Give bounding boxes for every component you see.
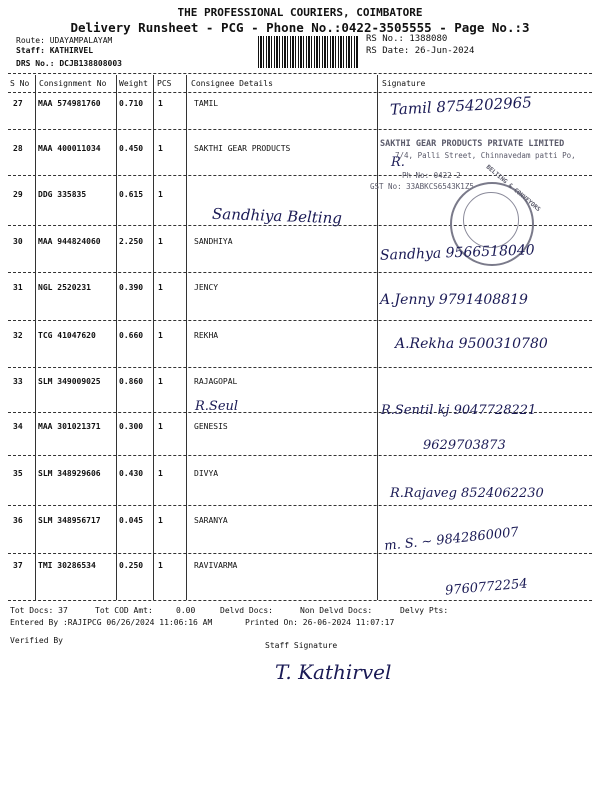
delivery-points: Delvy Pts: (400, 606, 449, 615)
row-pcs: 1 (158, 377, 163, 386)
signature-row-37: 9760772254 (444, 576, 529, 599)
rs-number: RS No.: 1388080 (366, 34, 448, 44)
column-divider (186, 75, 187, 600)
row-weight: 0.450 (119, 144, 144, 153)
row-sno: 35 (13, 469, 23, 478)
row-pcs: 1 (158, 237, 163, 246)
col-header-weight: Weight (119, 79, 148, 88)
col-header-consignment: Consignment No (39, 79, 107, 88)
row-weight: 0.250 (119, 561, 144, 570)
row-weight: 0.615 (119, 190, 144, 199)
stamp-gst: GST No: 33ABKCS6543K1Z5 (370, 182, 474, 191)
row-pcs: 1 (158, 516, 163, 525)
row-consignee: REKHA (194, 331, 219, 340)
column-divider (35, 75, 36, 600)
row-weight: 2.250 (119, 237, 144, 246)
staff-signature: T. Kathirvel (275, 660, 392, 684)
staff-label: Staff: KATHIRVEL (16, 46, 94, 55)
row-pcs: 1 (158, 561, 163, 570)
column-divider (153, 75, 154, 600)
col-header-signature: Signature (382, 79, 426, 88)
row-consignee: RAJAGOPAL (194, 377, 238, 386)
row-weight: 0.710 (119, 99, 144, 108)
row-sno: 36 (13, 516, 23, 525)
signature-row-28: R. (391, 155, 405, 170)
col-header-sno: S No (10, 79, 30, 88)
row-pcs: 1 (158, 190, 163, 199)
row-sno: 28 (13, 144, 23, 153)
seal-inner-ring (463, 192, 519, 248)
row-consignment: NGL 2520231 (38, 283, 91, 292)
company-name: THE PROFESSIONAL COURIERS, COIMBATORE (177, 6, 423, 19)
stamp-address: 7/4, Palli Street, Chinnavedam patti Po, (395, 151, 576, 160)
handwritten-note-row-29: Sandhiya Belting (211, 204, 343, 228)
column-divider (116, 75, 117, 600)
row-weight: 0.860 (119, 377, 144, 386)
row-consignee: SAKTHI GEAR PRODUCTS (194, 144, 291, 153)
col-header-pcs: PCS (157, 79, 172, 88)
row-rule (8, 553, 592, 554)
signature-row-31: A.Jenny 9791408819 (380, 292, 528, 308)
rs-date: RS Date: 26-Jun-2024 (366, 46, 475, 56)
row-sno: 33 (13, 377, 23, 386)
printed-on: Printed On: 26-06-2024 11:07:17 (245, 618, 395, 627)
col-header-consignee: Consignee Details (191, 79, 273, 88)
non-delivered-docs: Non Delvd Docs: (300, 606, 373, 615)
row-rule (8, 367, 592, 368)
row-consignee: TAMIL (194, 99, 219, 108)
signature-row-36: m. S. ~ 9842860007 (383, 524, 520, 555)
signature-row-27: Tamil 8754202965 (389, 93, 533, 119)
route-label: Route: UDAYAMPALAYAM (16, 36, 113, 45)
row-consignee: DIVYA (194, 469, 219, 478)
row-consignee: GENESIS (194, 422, 228, 431)
row-pcs: 1 (158, 144, 163, 153)
signature-row-32: A.Rekha 9500310780 (395, 336, 548, 352)
barcode (258, 36, 358, 68)
row-weight: 0.045 (119, 516, 144, 525)
signature-row-30: Sandhya 9566518040 (379, 242, 535, 264)
total-docs: Tot Docs: 37 (10, 606, 68, 615)
entered-by: Entered By :RAJIPCG 06/26/2024 11:06:16 AM (10, 618, 213, 627)
row-pcs: 1 (158, 283, 163, 292)
row-rule (8, 455, 592, 456)
drs-number: DRS No.: DCJB138808003 (16, 59, 122, 68)
table-top-rule (8, 73, 592, 74)
row-consignment: TCG 41047620 (38, 331, 96, 340)
row-consignee: SARANYA (194, 516, 228, 525)
row-consignment: DDG 335835 (38, 190, 87, 199)
staff-signature-label: Staff Signature (265, 641, 338, 650)
row-consignment: SLM 348956717 (38, 516, 101, 525)
signature-row-35: R.Rajaveg 8524062230 (390, 486, 544, 501)
row-consignee: JENCY (194, 283, 219, 292)
stamp-company-name: SAKTHI GEAR PRODUCTS PRIVATE LIMITED (380, 139, 565, 149)
row-weight: 0.430 (119, 469, 144, 478)
row-weight: 0.300 (119, 422, 144, 431)
row-consignment: TMI 30286534 (38, 561, 96, 570)
row-sno: 29 (13, 190, 23, 199)
verified-by: Verified By (10, 636, 63, 645)
row-sno: 31 (13, 283, 23, 292)
row-rule (8, 272, 592, 273)
total-cod-value: 0.00 (176, 606, 196, 615)
row-consignment: SLM 349009025 (38, 377, 101, 386)
row-pcs: 1 (158, 99, 163, 108)
row-sno: 37 (13, 561, 23, 570)
row-weight: 0.660 (119, 331, 144, 340)
seal-text: BELTING & CONVEYORS (484, 163, 542, 214)
row-pcs: 1 (158, 469, 163, 478)
table-bottom-rule (8, 600, 592, 601)
signature-row-34: 9629703873 (423, 438, 506, 453)
row-rule (8, 129, 592, 130)
row-consignment: SLM 348929606 (38, 469, 101, 478)
stamp-phone: Ph No: 0422 2 (402, 171, 461, 180)
row-pcs: 1 (158, 422, 163, 431)
row-rule (8, 505, 592, 506)
row-sno: 34 (13, 422, 23, 431)
row-consignment: MAA 400011034 (38, 144, 101, 153)
row-sno: 27 (13, 99, 23, 108)
column-divider (377, 75, 378, 600)
row-consignee: RAVIVARMA (194, 561, 238, 570)
runsheet-title: Delivery Runsheet - PCG - Phone No.:0422-3505555 - Page No.:3 (70, 20, 530, 35)
row-sno: 32 (13, 331, 23, 340)
row-pcs: 1 (158, 331, 163, 340)
header-bottom-rule (8, 92, 592, 93)
handwritten-note-row-33: R.Seul (195, 399, 239, 414)
row-consignment: MAA 301021371 (38, 422, 101, 431)
row-weight: 0.390 (119, 283, 144, 292)
row-consignment: MAA 944824060 (38, 237, 101, 246)
row-consignee: SANDHIYA (194, 237, 233, 246)
total-cod-label: Tot COD Amt: (95, 606, 153, 615)
signature-row-33: R.Sentil kj 9047728221 (381, 403, 537, 418)
row-rule (8, 320, 592, 321)
row-consignment: MAA 574981760 (38, 99, 101, 108)
row-sno: 30 (13, 237, 23, 246)
delivered-docs: Delvd Docs: (220, 606, 273, 615)
